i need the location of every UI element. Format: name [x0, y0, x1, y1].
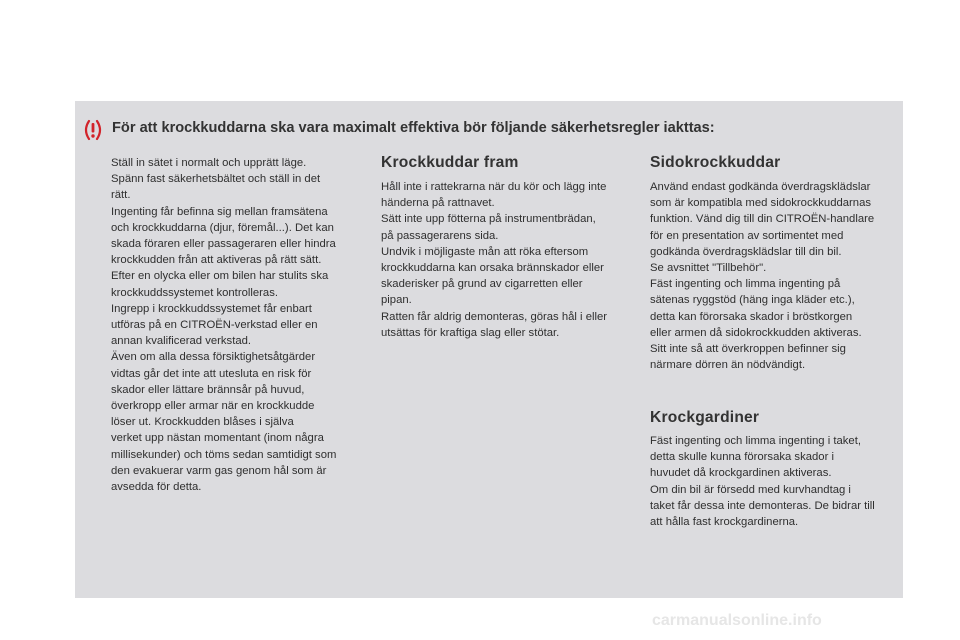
text-line: Ratten får aldrig demonteras, göras hål i eller [381, 310, 608, 323]
text-line: rätt. [111, 189, 131, 202]
side-airbags-title: Sidokrockkuddar [650, 154, 781, 171]
text-line: verket upp nästan momentant (inom några [111, 432, 324, 445]
general-rules-text [111, 155, 366, 495]
text-line: Spänn fast säkerhetsbältet och ställ in det [111, 173, 321, 186]
text-line: för en presentation av sortimentet med [650, 229, 844, 242]
front-airbags-text [381, 179, 636, 341]
text-line: utföras på en CITROËN-verkstad eller en [111, 319, 318, 332]
warning-icon [82, 119, 104, 141]
text-line: pipan. [381, 294, 412, 307]
text-line: millisekunder) och töms sedan samtidigt som [111, 448, 337, 461]
text-line: krockkuddarna kan orsaka brännskador eller [381, 262, 604, 275]
text-line: avsedda för detta. [111, 481, 202, 494]
text-line: överkropp eller armar när en krockkudde [111, 400, 315, 413]
text-line: krockkuddssystemet kontrolleras. [111, 286, 279, 299]
text-line: sätenas ryggstöd (häng inga kläder etc.), [650, 294, 855, 307]
text-line: närmare dörren än nödvändigt. [650, 359, 806, 372]
text-line: Undvik i möjligaste mån att röka eftersom [381, 245, 589, 258]
text-line: vidtas går det inte att utesluta en risk för [111, 367, 312, 380]
text-line: den evakuerar varm gas genom hål som är [111, 464, 327, 477]
text-line: Ingenting får befinna sig mellan framsätena [111, 205, 328, 218]
text-line: Håll inte i rattekrarna när du kör och lägg inte [381, 181, 607, 193]
text-line: och krockkuddarna (djur, föremål...). Det kan [111, 221, 334, 234]
text-line: funktion. Vänd dig till din CITROËN-handlare [650, 213, 875, 226]
text-line: Se avsnittet "Tillbehör". [650, 262, 767, 275]
curtain-airbags-title: Krockgardiner [650, 409, 760, 426]
text-line: Även om alla dessa försiktighetsåtgärder [111, 351, 316, 364]
text-line: godkända överdragsklädslar till din bil. [650, 245, 842, 258]
text-line: skada föraren eller passageraren eller hindra [111, 238, 336, 251]
text-line: händerna på rattnavet. [381, 197, 495, 210]
text-line: Fäst ingenting och limma ingenting i taket, [650, 435, 861, 447]
page-heading: För att krockkuddarna ska vara maximalt effektiva bör följande säkerhetsregler iakttas: [112, 120, 715, 136]
text-line: huvudet då krockgardinen aktiveras. [650, 467, 832, 480]
text-line: som är kompatibla med sidokrockkuddarnas [650, 197, 872, 210]
text-line: Ställ in sätet i normalt och upprätt läge. [111, 157, 307, 169]
front-airbags-title: Krockkuddar fram [381, 154, 519, 171]
watermark-text: carmanualsonline.info [652, 612, 822, 629]
text-line: Ingrepp i krockkuddssystemet får enbart [111, 302, 312, 315]
text-line: taket får dessa inte demonteras. De bidrar till [650, 499, 875, 512]
text-line: skaderisker på grund av cigarretten eller [381, 278, 583, 291]
side-airbags-text [650, 179, 900, 373]
text-line: Om din bil är försedd med kurvhandtag i [650, 483, 851, 496]
text-line: detta skulle kunna förorsaka skador i [650, 451, 834, 464]
text-line: Sitt inte så att överkroppen befinner sig [650, 343, 846, 356]
text-line: att hålla fast krockgardinerna. [650, 516, 799, 529]
text-line: eller armen då sidokrockkudden aktiveras. [650, 326, 862, 339]
text-line: Använd endast godkända överdragsklädslar [650, 181, 871, 193]
text-line: utsättas för kraftiga slag eller stötar. [381, 326, 560, 339]
text-line: Sätt inte upp fötterna på instrumentbrädan, [381, 213, 596, 226]
text-line: skador eller lättare brännsår på huvud, [111, 383, 305, 396]
curtain-airbags-text [650, 433, 900, 530]
text-line: på passagerarens sida. [381, 229, 499, 242]
text-line: detta kan förorsaka skador i bröstkorgen [650, 310, 853, 323]
text-line: Fäst ingenting och limma ingenting på [650, 278, 841, 291]
text-line: Efter en olycka eller om bilen har stulits ska [111, 270, 329, 283]
text-line: krockkudden från att aktiveras på rätt sätt. [111, 254, 322, 267]
text-line: annan kvalificerad verkstad. [111, 335, 252, 348]
text-line: löser ut. Krockkudden blåses i själva [111, 416, 294, 429]
